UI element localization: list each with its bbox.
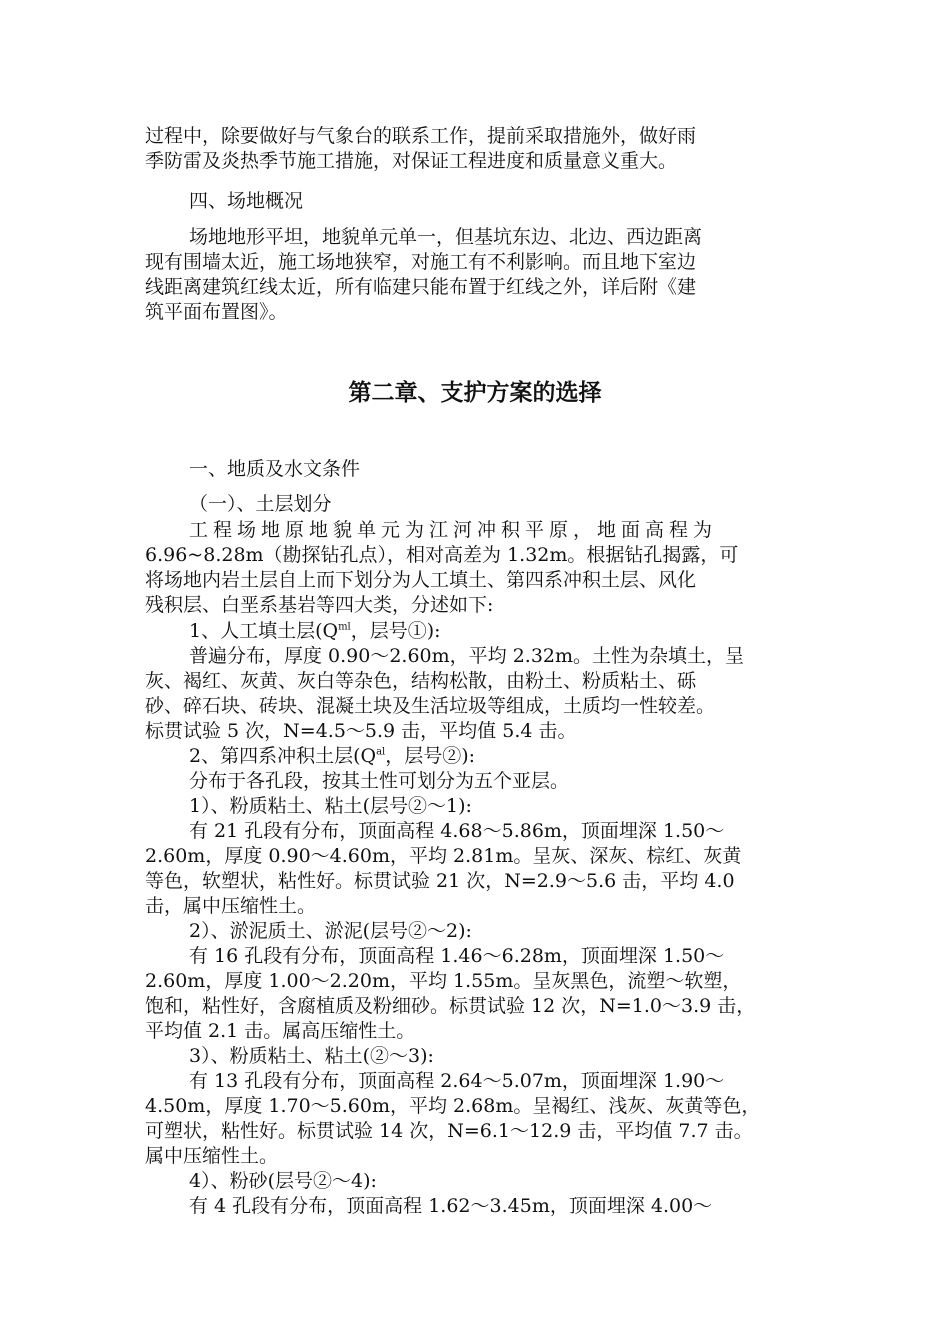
sublayer-title: 3）、粉质粘土、粘土(②～3): — [189, 1045, 434, 1067]
sublayer-title: 2）、淤泥质土、淤泥(层号②～2): — [189, 920, 472, 942]
text-line: 有 4 孔段有分布，顶面高程 1.62～3.45m，顶面埋深 4.00～ — [189, 1195, 713, 1217]
text-line: 6.96~8.28m（勘探钻孔点），相对高差为 1.32m。根据钻孔揭露，可 — [145, 544, 739, 566]
paragraph-site — [145, 225, 810, 325]
text-line: 2.60m，厚度 0.90～4.60m，平均 2.81m。呈灰、深灰、棕红、灰黄 — [145, 845, 742, 867]
text-line: 可塑状，粘性好。标贯试验 14 次，N=6.1～12.9 击，平均值 7.7 击。 — [145, 1120, 753, 1142]
text-line: 有 16 孔段有分布，顶面高程 1.46～6.28m，顶面埋深 1.50～ — [189, 945, 725, 967]
layer-title — [145, 619, 810, 644]
sublayer-title: 1）、粉质粘土、粘土(层号②～1): — [189, 795, 472, 817]
text-line: 筑平面布置图》。 — [145, 301, 288, 323]
layer-1 — [145, 619, 810, 744]
layer-title-sup: ml — [338, 621, 351, 633]
section-heading: 四、场地概况 — [189, 190, 304, 212]
text-line: 季防雷及炎热季节施工措施，对保证工程进度和质量意义重大。 — [145, 150, 678, 172]
text-line: 属中压缩性土。 — [145, 1145, 279, 1167]
text-line: 击，属中压缩性土。 — [145, 895, 317, 917]
text-line: 有 13 孔段有分布，顶面高程 2.64～5.07m，顶面埋深 1.90～ — [189, 1070, 725, 1092]
text-line: 工程场地原地貌单元为江河冲积平原，地面高程为 — [189, 519, 718, 541]
layer-title — [145, 744, 810, 769]
text-line: 线距离建筑红线太近，所有临建只能布置于红线之外，详后附《建 — [145, 276, 697, 298]
text-line: 普遍分布，厚度 0.90～2.60m，平均 2.32m。土性为杂填土，呈 — [189, 645, 745, 667]
text-line: 等色，软塑状，粘性好。标贯试验 21 次，N=2.9～5.6 击，平均 4.0 — [145, 870, 735, 892]
sublayer-3 — [145, 1044, 810, 1169]
subsubsection-heading: （一）、土层划分 — [189, 493, 332, 515]
sublayer-title: 4）、粉砂(层号②～4): — [189, 1170, 377, 1192]
text-line: 灰、褐红、灰黄、灰白等杂色，结构松散，由粉土、粉质粘土、砾 — [145, 670, 697, 692]
text-line: 分布于各孔段，按其土性可划分为五个亚层。 — [189, 770, 570, 792]
text-line: 砂、碎石块、砖块、混凝土块及生活垃圾等组成，土质均一性较差。 — [145, 695, 716, 717]
text-line: 4.50m，厚度 1.70～5.60m，平均 2.68m。呈褐红、浅灰、灰黄等色， — [145, 1095, 761, 1117]
text-line: 场地地形平坦，地貌单元单一，但基坑东边、北边、西边距离 — [189, 226, 703, 248]
subsection-heading: 一、地质及水文条件 — [189, 458, 361, 480]
text-line: 平均值 2.1 击。属高压缩性土。 — [145, 1020, 416, 1042]
layer-title-pre: 2、第四系冲积土层(Q — [189, 745, 377, 767]
text-line: 现有围墙太近，施工场地狭窄，对施工有不利影响。而且地下室边 — [145, 251, 697, 273]
section-4 — [145, 189, 810, 214]
layer-title-pre: 1、人工填土层(Q — [189, 620, 339, 642]
text-line: 过程中，除要做好与气象台的联系工作，提前采取措施外，做好雨 — [145, 125, 697, 147]
layer-title-post: ，层号①): — [350, 620, 441, 642]
paragraph-top — [145, 124, 810, 174]
text-line: 残积层、白垩系基岩等四大类，分述如下: — [145, 594, 494, 616]
sublayer-4 — [145, 1169, 810, 1219]
text-line: 将场地内岩土层自上而下划分为人工填土、第四系冲积土层、风化 — [145, 569, 697, 591]
text-line: 有 21 孔段有分布，顶面高程 4.68～5.86m，顶面埋深 1.50～ — [189, 820, 725, 842]
text-line: 标贯试验 5 次，N=4.5～5.9 击，平均值 5.4 击。 — [145, 720, 577, 742]
paragraph-intro — [145, 518, 810, 618]
layer-title-sup: al — [376, 746, 386, 758]
chapter-title: 第二章、支护方案的选择 — [348, 380, 602, 406]
layer-title-post: ，层号②): — [385, 745, 476, 767]
subsubsection-title — [145, 492, 810, 517]
text-line: 饱和，粘性好，含腐植质及粉细砂。标贯试验 12 次，N=1.0～3.9 击， — [145, 995, 756, 1017]
sublayer-2 — [145, 919, 810, 1044]
layer-2 — [145, 744, 810, 794]
subsection-title — [145, 457, 810, 482]
text-line: 2.60m，厚度 1.00～2.20m，平均 1.55m。呈灰黑色，流塑～软塑， — [145, 970, 742, 992]
sublayer-1 — [145, 794, 810, 919]
